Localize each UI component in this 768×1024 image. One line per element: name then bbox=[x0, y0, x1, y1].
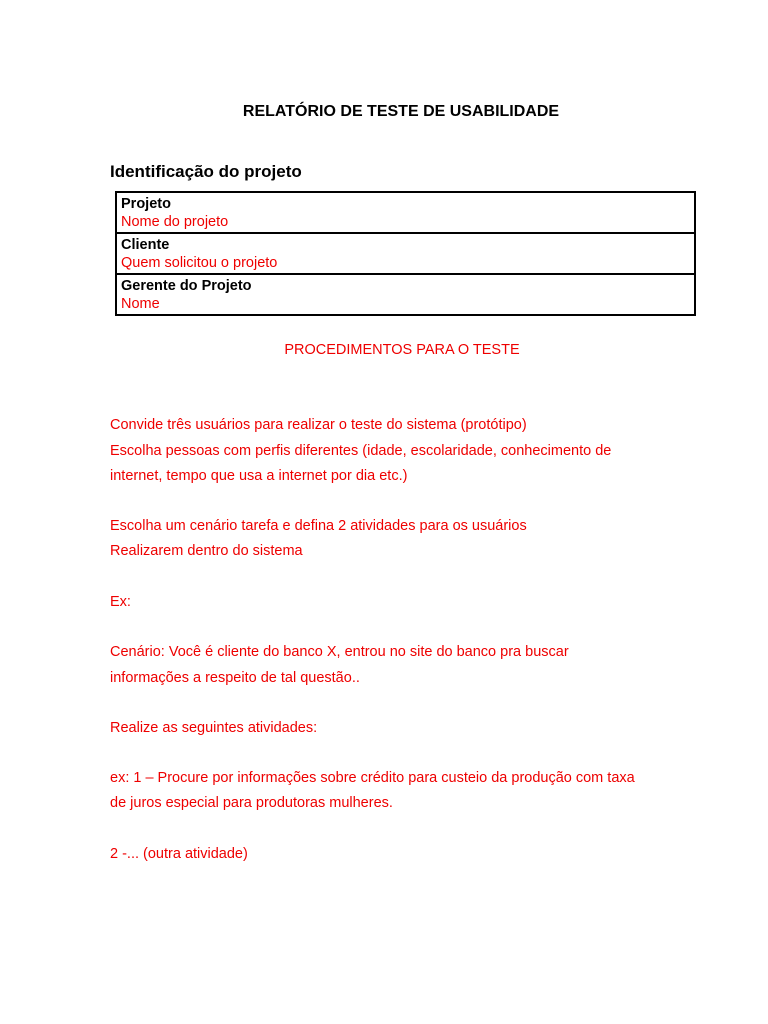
field-label-client: Cliente bbox=[121, 237, 170, 253]
body-line: Realize as seguintes atividades: bbox=[110, 720, 318, 736]
body-line: de juros especial para produtoras mulheres. bbox=[110, 795, 393, 811]
field-value-project-manager: Nome bbox=[121, 296, 160, 312]
document-title: RELATÓRIO DE TESTE DE USABILIDADE bbox=[242, 103, 560, 120]
section-heading-identification: Identificação do projeto bbox=[110, 162, 302, 181]
identification-table bbox=[115, 191, 696, 316]
field-value-client: Quem solicitou o projeto bbox=[121, 255, 278, 271]
field-label-project-manager: Gerente do Projeto bbox=[121, 278, 252, 294]
field-label-project: Projeto bbox=[121, 196, 171, 212]
body-line: Cenário: Você é cliente do banco X, entrou no site do banco pra buscar bbox=[110, 644, 569, 660]
body-line: Escolha pessoas com perfis diferentes (idade, escolaridade, conhecimento de bbox=[110, 443, 612, 459]
table-row-project bbox=[117, 193, 694, 234]
body-line: Escolha um cenário tarefa e defina 2 atividades para os usuários bbox=[110, 518, 527, 534]
field-value-project: Nome do projeto bbox=[121, 214, 229, 230]
body-line: Ex: bbox=[110, 594, 131, 610]
body-line: Realizarem dentro do sistema bbox=[110, 543, 303, 559]
table-row-client bbox=[117, 234, 694, 275]
body-line: ex: 1 – Procure por informações sobre crédito para custeio da produção com taxa bbox=[110, 770, 635, 786]
procedures-title: PROCEDIMENTOS PARA O TESTE bbox=[284, 342, 520, 358]
body-line: Convide três usuários para realizar o teste do sistema (protótipo) bbox=[110, 417, 527, 433]
table-row-project-manager bbox=[117, 275, 694, 314]
body-line: informações a respeito de tal questão.. bbox=[110, 670, 360, 686]
body-line: 2 -... (outra atividade) bbox=[110, 846, 248, 862]
body-line: internet, tempo que usa a internet por dia etc.) bbox=[110, 468, 408, 484]
